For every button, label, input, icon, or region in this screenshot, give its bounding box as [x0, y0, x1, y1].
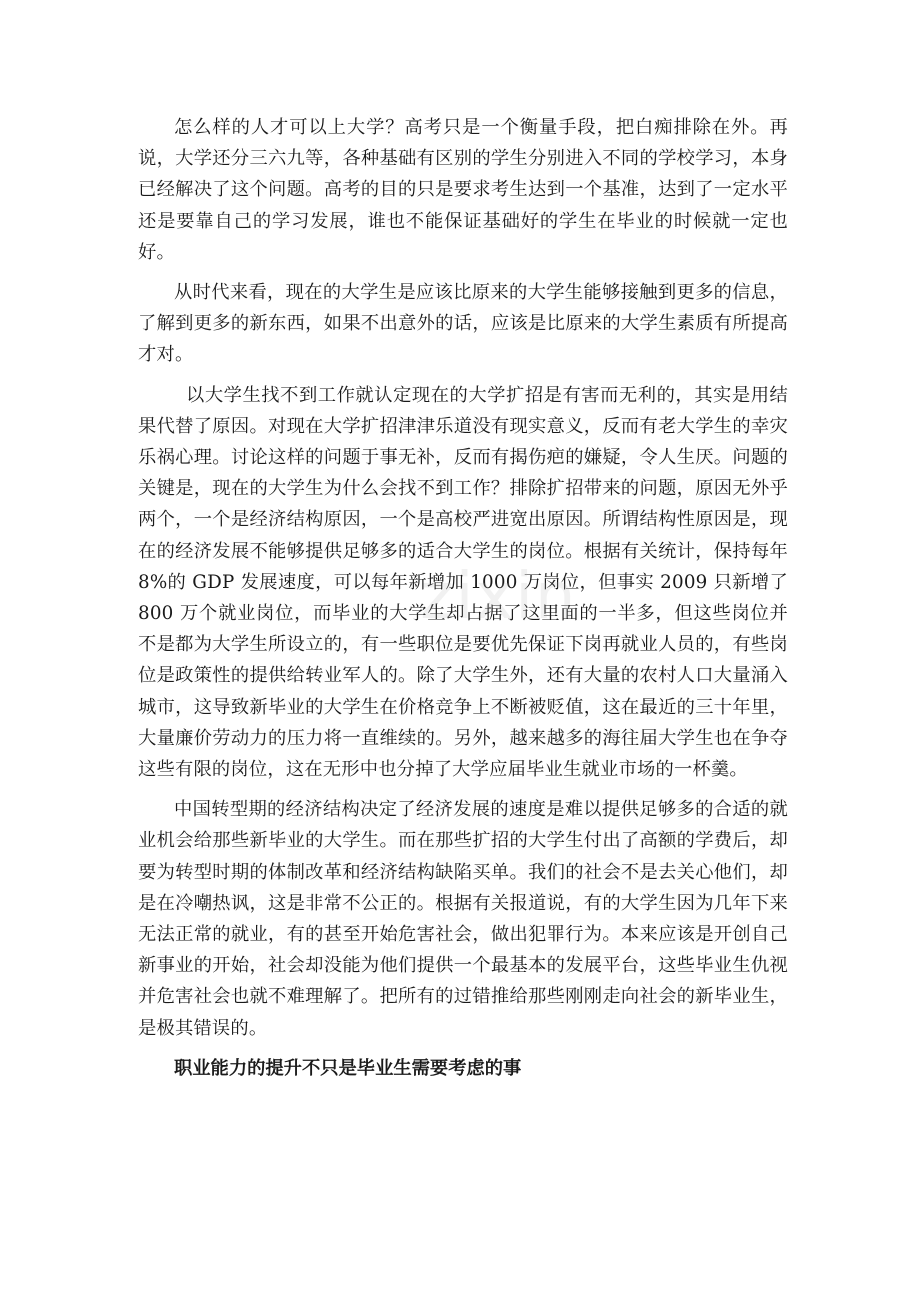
- paragraph-2: 从时代来看，现在的大学生是应该比原来的大学生能够接触到更多的信息，了解到更多的新东西，如果不出意外的话，应该是比原来的大学生素质有所提高才对。: [138, 282, 788, 366]
- document-body: [138, 112, 788, 1084]
- paragraph-1: 怎么样的人才可以上大学？高考只是一个衡量手段，把白痴排除在外。再说，大学还分三六九等，各种基础有区别的学生分别进入不同的学校学习，本身已经解决了这个问题。高考的目的只是要求考生达到一个基准，达到了一定水平还是要靠自己的学习发展，谁也不能保证基础好的学生在毕业的时候就一定也好。: [138, 117, 788, 263]
- section-heading: 职业能力的提升不只是毕业生需要考虑的事: [174, 1057, 522, 1079]
- watermark: zixin: [420, 560, 578, 634]
- paragraph-4: 中国转型期的经济结构决定了经济发展的速度是难以提供足够多的合适的就业机会给那些新毕业的大学生。而在那些扩招的大学生付出了高额的学费后，却要为转型时期的体制改革和经济结构缺陷买单。我们的社会不是去关心他们，却是在冷嘲热讽，这是非常不公正的。根据有关报道说，有的大学生因为几年下来无法正常的就业，有的甚至开始危害社会，做出犯罪行为。本来应该是开创自己新事业的开始，社会却没能为他们提供一个最基本的发展平台，这些毕业生仇视并危害社会也就不难理解了。把所有的过错推给那些刚刚走向社会的新毕业生，是极其错误的。: [138, 799, 788, 1039]
- paragraph-3: 以大学生找不到工作就认定现在的大学扩招是有害而无利的，其实是用结果代替了原因。对现在大学扩招津津乐道没有现实意义，反而有老大学生的幸灾乐祸心理。讨论这样的问题于事无补，反而有揭伤疤的嫌疑，令人生厌。问题的关键是，现在的大学生为什么会找不到工作？排除扩招带来的问题，原因无外乎两个，一个是经济结构原因，一个是高校严进宽出原因。所谓结构性原因是，现在的经济发展不能够提供足够多的适合大学生的岗位。根据有关统计，保持每年8%的 GDP 发展速度，可以每年新增加 1000 万岗位，但事实 2009 只新增了 800 万个就业岗位，而毕业的大学生却占据了这里面的一半多，但这些岗位并不是都为大学生所设立的，有一些职位是要优先保证下岗再就业人员的，有些岗位是政策性的提供给转业军人的。除了大学生外，还有大量的农村人口大量涌入城市，这导致新毕业的大学生在价格竞争上不断被贬值，这在最近的三十年里，大量廉价劳动力的压力将一直维续的。另外，越来越多的海往届大学生也在争夺这些有限的岗位，这在无形中也分掉了大学应届毕业生就业市场的一杯羹。: [138, 384, 788, 781]
